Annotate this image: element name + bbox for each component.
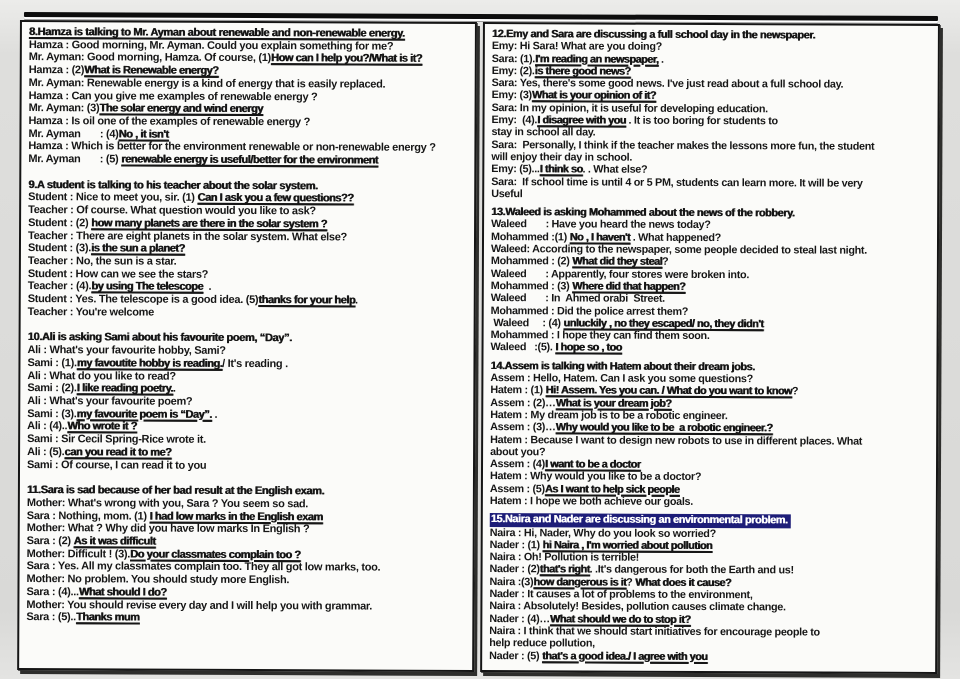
answer-segment: Do your classmates complain too ? — [130, 548, 301, 561]
answer-segment: hi Naira , I'm worried about pollution — [542, 539, 713, 552]
text-segment: Nader : (4)… — [489, 612, 550, 625]
text-segment: . It is too boring for students to — [625, 114, 778, 128]
text-segment: Assem : (2)… — [490, 396, 556, 409]
answer-segment: As it was difficult — [73, 535, 156, 548]
text-segment: Waleed : Apparently, four stores were broken into. — [490, 267, 750, 281]
text-segment: Hatem : I hope we both achieve our goals. — [489, 495, 693, 508]
dialogue-line — [28, 153, 468, 168]
text-segment: Sara: In my opinion, it is useful for developing education. — [491, 101, 768, 116]
text-segment: ? — [626, 576, 636, 589]
text-segment: Teacher : Of course. What question would you like to ask? — [28, 204, 316, 218]
text-segment: Sara: Yes, there's some good news. I've just read about a full school day. — [491, 77, 844, 91]
answer-segment: No , it isn't — [118, 128, 169, 141]
text-segment: Emy: (5)... — [491, 163, 540, 176]
text-segment: Assem : (5) — [489, 482, 545, 495]
text-segment: Mr. Ayman: Good morning, Hamza. Of course, (1) — [28, 51, 271, 65]
text-segment: Teacher : No, the sun is a star. — [27, 254, 177, 268]
answer-segment: Where did that happen? — [572, 280, 686, 293]
dialogue-9 — [28, 179, 469, 321]
text-segment: Emy: (3) — [491, 89, 532, 102]
dialogue-line — [489, 650, 929, 664]
text-segment: Mother: No problem. You should study more English. — [26, 573, 290, 587]
text-segment: Sara: If school time is until 4 or 5 PM, students can learn more. It will be very — [491, 175, 863, 190]
answer-segment: What is your opinion of it? — [531, 89, 656, 103]
dialogue-title: 15.Naira and Nader are discussing an environmental problem. — [490, 513, 791, 528]
text-segment: Emy: (2). — [491, 64, 535, 78]
text-segment: . — [202, 281, 212, 294]
text-segment: Sara : (5).. — [26, 611, 76, 624]
text-segment: Waleed : In Ahmed orabi Street. — [490, 292, 665, 306]
text-segment: Hamza : Is oil one of the examples of renewable energy ? — [28, 114, 311, 129]
text-segment: Teacher : (4). — [27, 280, 92, 293]
text-segment: . — [172, 382, 176, 395]
answer-segment: my favourite poem is “Day”. — [76, 407, 212, 421]
text-segment: Ali : What's your favourite hobby, Sami? — [27, 344, 226, 358]
answer-segment: that's a good idea./ I agree with you — [541, 649, 708, 663]
text-segment: Waleed : Have you heard the news today? — [491, 218, 711, 232]
dialogue-11 — [26, 484, 467, 626]
text-segment: Assem : (4) — [490, 458, 545, 471]
text-segment: Student : Nice to meet you, sir. (1) — [28, 191, 198, 205]
text-segment: Mr. Ayman : (4) — [28, 127, 119, 141]
text-segment: Naira : I think that we should start initiatives for encourage people to — [489, 625, 820, 639]
text-segment: Naira : Hi, Nader, Why do you look so worried? — [489, 526, 716, 540]
text-segment: ? — [791, 385, 799, 398]
answer-segment: I had low marks in the English exam — [149, 510, 323, 523]
text-segment: Mohammed : I hope they can find them soon. — [490, 329, 710, 343]
answer-segment: What is your dream job? — [555, 396, 672, 410]
answer-segment: Why would you like to be a robotic engineer.? — [555, 421, 773, 435]
text-segment: Sami : Sir Cecil Spring-Rice wrote it. — [27, 433, 206, 446]
text-segment: / It's reading . — [222, 357, 288, 371]
dialogue-title: 9.A student is talking to his teacher about the solar system. — [28, 178, 318, 193]
text-segment: Hamza : Which is better for the environment renewable or non-renewable energy ? — [28, 140, 436, 155]
answer-segment: Thanks mum — [75, 611, 140, 624]
answer-segment: how dangerous is it — [533, 576, 627, 589]
answer-segment: by using The telescope — [91, 280, 204, 294]
dialogue-12 — [491, 28, 932, 202]
text-segment: Hamza : Can you give me examples of renewable energy ? — [28, 89, 318, 103]
text-segment: . What happened? — [630, 231, 721, 244]
answer-segment: No , I haven't — [569, 231, 631, 244]
text-segment: Useful — [491, 187, 523, 201]
text-segment: Ali : (5). — [27, 445, 65, 458]
text-segment: Assem : (3)… — [490, 421, 556, 434]
text-segment: Ali : What do you like to read? — [27, 369, 176, 383]
text-segment: Sara : Yes. All my classmates complain too. They all got low marks, too. — [26, 560, 381, 574]
text-segment: Sara : Nothing, mom. (1) — [26, 509, 150, 523]
answer-segment: thanks for your help — [258, 294, 356, 307]
text-segment: Ali : What's your favourite poem? — [27, 395, 193, 408]
text-segment: Mohammed : (2) — [490, 255, 573, 268]
columns — [17, 20, 940, 674]
text-segment: Mr. Ayman : (5) — [28, 153, 122, 166]
answer-segment: I think so — [539, 163, 583, 176]
answer-segment: I hope so , too — [555, 341, 622, 355]
dialogue-15 — [489, 513, 930, 663]
dialogue-title: 12.Emy and Sara are discussing a full school day in the newspaper. — [491, 28, 816, 42]
text-segment: stay in school all day. — [491, 126, 596, 139]
dialogue-line — [490, 495, 930, 509]
text-segment: Mohammed : (3) — [490, 279, 573, 293]
text-segment: Sara : (2) — [26, 535, 74, 548]
text-segment: Student : How can we see the stars? — [27, 267, 209, 281]
text-segment: Mohammed : Did the police arrest them? — [490, 304, 689, 318]
answer-segment: What should we do to stop it? — [549, 612, 691, 626]
dialogue-title: 8.Hamza is talking to Mr. Ayman about renewable and non-renewable energy. — [28, 26, 405, 40]
column-2 — [480, 22, 940, 674]
text-segment: . — [354, 294, 358, 307]
text-segment: Teacher : You're welcome — [27, 305, 154, 319]
text-segment: ? — [662, 256, 669, 269]
text-segment: Nader : (2) — [489, 563, 540, 576]
text-segment: Student : (2) — [28, 216, 92, 230]
text-segment: Ali : (4).. — [27, 420, 68, 433]
answer-segment: renewable energy is useful/better for the environment — [121, 153, 378, 167]
text-segment: Nader : It causes a lot of problems to the environment, — [489, 588, 753, 602]
text-segment: Mr. Ayman: Renewable energy is a kind of energy that is easily replaced. — [28, 76, 386, 91]
text-segment: Sami : (1). — [27, 356, 77, 370]
dialogue-line — [491, 341, 931, 355]
text-segment: Sami : (3). — [27, 407, 77, 420]
dialogue-title: 13.Waleed is asking Mohammed about the news of the robbery. — [491, 206, 795, 220]
text-segment: Student : Yes. The telescope is a good idea. (5) — [27, 293, 259, 307]
text-segment: about you? — [490, 445, 546, 459]
text-segment: Sami : (2). — [27, 382, 77, 395]
answer-segment: I like reading poetry. — [76, 382, 173, 395]
text-segment: Mother: You should revise every day and I will help you with grammar. — [26, 598, 373, 613]
answer-segment: my favoutite hobby is reading. — [76, 357, 223, 370]
text-segment: Waleed: According to the newspaper, some people decided to steal last night. — [490, 243, 867, 257]
text-segment: Teacher : There are eight planets in the solar system. What else? — [27, 229, 348, 243]
text-segment: Mother: What's wrong with you, Sara ? You seem so sad. — [26, 496, 309, 511]
answer-segment: What is Renewable energy? — [84, 64, 219, 77]
text-segment: Waleed :(5). — [490, 341, 556, 354]
text-segment: Sara: Personally, I think if the teacher makes the lessons more fun, the student — [491, 138, 875, 153]
answer-segment: Who wrote it ? — [67, 420, 137, 433]
text-segment: Mr. Ayman: (3) — [28, 102, 100, 115]
text-segment: Naira : Oh! Pollution is terrible! — [489, 551, 640, 564]
text-segment: help reduce pollution, — [489, 637, 595, 650]
text-segment: Hatem : Because I want to design new robots to use in different places. What — [490, 433, 863, 448]
dialogue-line — [26, 611, 466, 626]
text-segment: . . What else? — [582, 163, 648, 177]
text-segment: . — [658, 53, 664, 66]
dialogue-14 — [490, 360, 931, 509]
answer-segment: As I want to help sick people — [544, 482, 680, 496]
text-segment: Hatem : My dream job is to be a robotic engineer. — [490, 408, 728, 422]
answer-segment: The solar energy and wind energy — [99, 102, 263, 116]
dialogue-line — [491, 188, 931, 202]
dialogue-title: 14.Assem is talking with Hatem about their dream jobs. — [490, 359, 755, 373]
answer-segment: What did they steal — [572, 255, 663, 269]
text-segment: Naira :(3) — [489, 575, 534, 589]
dialogue-title: 10.Ali is asking Sami about his favourite poem, “Day”. — [27, 331, 292, 345]
dialogue-13 — [491, 206, 932, 355]
text-segment: Mother: What ? Why did you have low marks In English ? — [26, 522, 310, 536]
text-segment: Mother: Difficult ! (3). — [26, 547, 131, 561]
answer-segment: I disagree with you — [537, 114, 626, 127]
dialogue-line — [28, 306, 468, 321]
text-segment: Hamza : (2) — [28, 64, 85, 77]
dialogue-title: 11.Sara is sad because of her bad result at the English exam. — [26, 484, 325, 498]
answer-segment: that's right — [539, 563, 590, 576]
text-segment: Sara : (4)... — [26, 585, 79, 599]
text-segment: . .It's dangerous for both the Earth and us! — [589, 563, 794, 577]
answer-segment: how many planets are there in the solar system ? — [91, 217, 327, 231]
text-segment: will enjoy their day in school. — [491, 151, 633, 164]
text-segment: Nader : (1) — [489, 538, 543, 552]
text-segment: Hamza : Good morning, Mr. Ayman. Could you explain something for me? — [28, 38, 394, 53]
text-segment: . — [211, 408, 218, 421]
text-segment: Student : (3). — [27, 242, 92, 255]
dialogue-8 — [28, 26, 469, 168]
answer-segment: Hi! Assem. Yes you can. / What do you want to know — [545, 384, 792, 398]
text-segment: Sara: (1). — [491, 52, 536, 65]
answer-segment: I'm reading an newspaper, — [534, 52, 659, 66]
answer-segment: is there good news? — [534, 65, 631, 78]
dialogue-10 — [27, 332, 468, 474]
document-sheet — [17, 12, 940, 674]
text-segment: Waleed : (4) — [490, 316, 564, 330]
answer-segment: How can I help you?/What is it? — [270, 52, 422, 66]
text-segment: Nader : (5) — [489, 649, 543, 662]
answer-segment: is the sun a planet? — [90, 242, 185, 255]
text-segment: Naira : Absolutely! Besides, pollution causes climate change. — [489, 600, 786, 614]
dialogue-line — [27, 459, 467, 474]
answer-segment: unluckily , no they escaped/ no, they didn't — [563, 317, 764, 331]
dialogue-line — [490, 434, 930, 448]
text-segment: Emy: (4). — [491, 114, 538, 127]
bold-segment: What does it cause? — [635, 576, 732, 589]
column-1 — [17, 20, 477, 672]
answer-segment: What should I do? — [78, 586, 167, 599]
text-segment: Assem : Hello, Hatem. Can I ask you some questions? — [490, 372, 753, 386]
text-segment: Sami : Of course, I can read it to you — [26, 458, 207, 472]
answer-segment: can you read it to me? — [64, 445, 172, 459]
text-segment: Mohammed :(1) — [490, 230, 570, 244]
answer-segment: I want to be a doctor — [544, 458, 641, 471]
text-segment: Hatem : (1) — [490, 384, 546, 397]
answer-segment: Can I ask you a few questions?? — [197, 192, 354, 205]
text-segment: Hatem : Why would you like to be a doctor? — [489, 470, 702, 484]
text-segment: Emy: Hi Sara! What are you doing? — [491, 40, 662, 54]
dialogue-line — [491, 176, 931, 190]
